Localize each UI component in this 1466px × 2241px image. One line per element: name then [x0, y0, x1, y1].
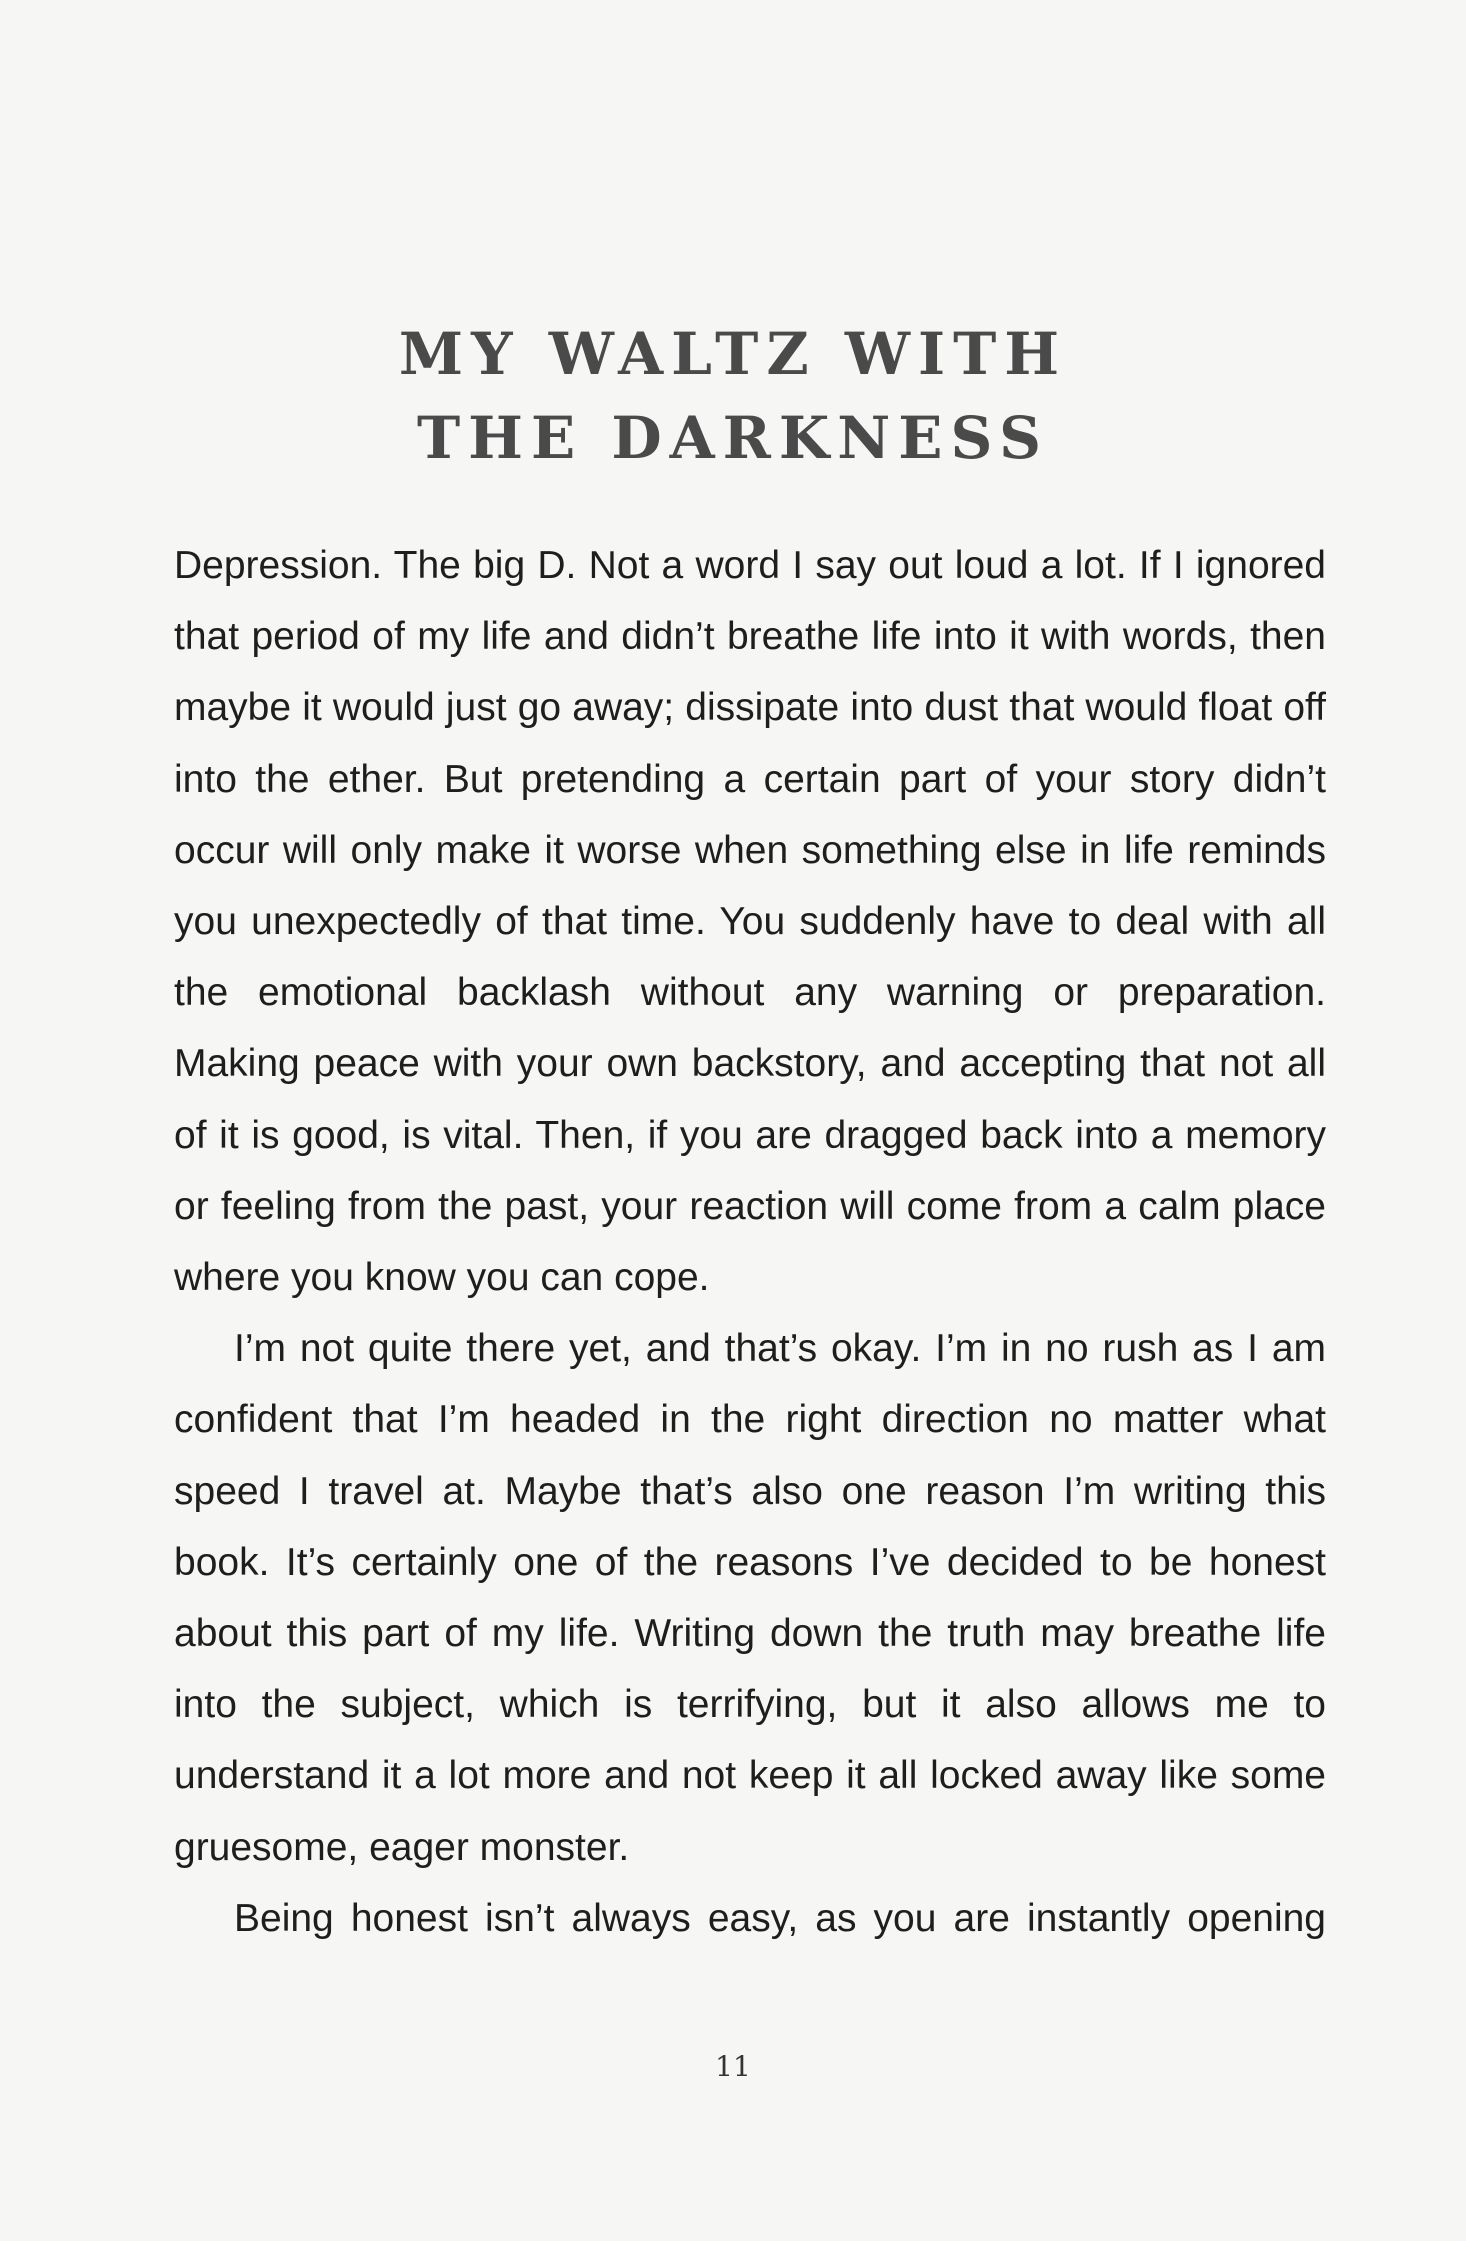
chapter-title-line-1: MY WALTZ WITH: [398, 320, 1068, 388]
paragraph-1: Depression. The big D. Not a word I say out loud a lot. If I ignored that period of my life and didn’t breathe life into it with words, then maybe it would just go away; dissipate into dust that would float off into the ether. But pretending a certain part of your story didn’t occur will only make it worse when something else in life reminds you unexpectedly of that time. You suddenly have to deal with all the emotional backlash without any warning or preparation. Making peace with your own backstory, and accepting that not all of it is good, is vital. Then, if you are dragged back into a memory or feeling from the past, your reaction will come from a calm place where you know you can cope.: [174, 544, 1326, 1300]
page-number: 11: [715, 2050, 751, 2083]
paragraph-2: I’m not quite there yet, and that’s okay. I’m in no rush as I am confident that I’m headed in the right direction no matter what speed I travel at. Maybe that’s also one reason I’m writing this book. It’s certainly one of the reasons I’ve decided to be honest about this part of my life. Writing down the truth may breathe life into the subject, which is terrifying, but it also allows me to understand it a lot more and not keep it all locked away like some gruesome, eager monster.: [174, 1327, 1326, 1869]
body-text: [174, 530, 1326, 1954]
paragraph-3: Being honest isn’t always easy, as you are instantly opening: [234, 1896, 1326, 1940]
chapter-title: [0, 312, 1466, 480]
chapter-title-line-2: THE DARKNESS: [417, 404, 1049, 472]
